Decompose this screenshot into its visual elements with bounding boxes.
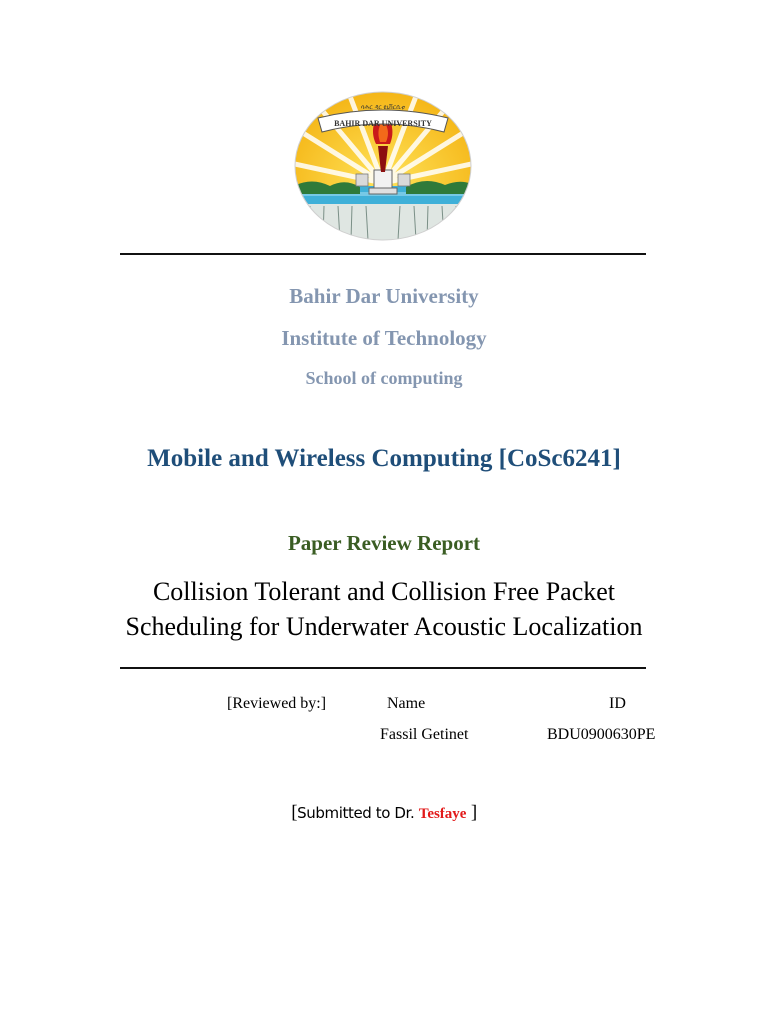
report-type: Paper Review Report — [287, 531, 481, 555]
paper-title-line-2: Scheduling for Underwater Acoustic Localization — [125, 612, 643, 641]
university-name: Bahir Dar University — [289, 284, 479, 308]
school-name: School of computing — [305, 368, 463, 388]
institute-name: Institute of Technology — [281, 326, 487, 350]
submission-prefix: Submitted to Dr. — [297, 804, 419, 822]
paper-title-line-1: Collision Tolerant and Collision Free Packet — [152, 577, 616, 606]
reviewer-name: Fassil Getinet — [380, 726, 469, 743]
university-emblem-graphic — [290, 88, 476, 244]
reviewer-id: BDU0900630PE — [547, 726, 656, 743]
logo-banner-text: BAHIR DAR UNIVERSITY — [334, 119, 432, 128]
top-divider — [120, 253, 646, 255]
university-logo — [290, 88, 476, 244]
course-title: Mobile and Wireless Computing [CoSc6241] — [147, 445, 621, 472]
submission-open-bracket: [ — [291, 802, 298, 823]
bottom-divider — [120, 667, 646, 669]
logo-top-text: ባሕር ዳር ዩኒቨርሲቲ — [361, 104, 405, 111]
name-column-header: Name — [387, 695, 426, 712]
submission-close-bracket: ] — [466, 802, 477, 823]
paper-title — [0, 574, 768, 644]
submission-line — [0, 802, 768, 824]
id-column-header: ID — [609, 695, 626, 712]
professor-name: Tesfaye — [418, 806, 467, 822]
reviewed-by-label: [Reviewed by:] — [227, 695, 327, 712]
